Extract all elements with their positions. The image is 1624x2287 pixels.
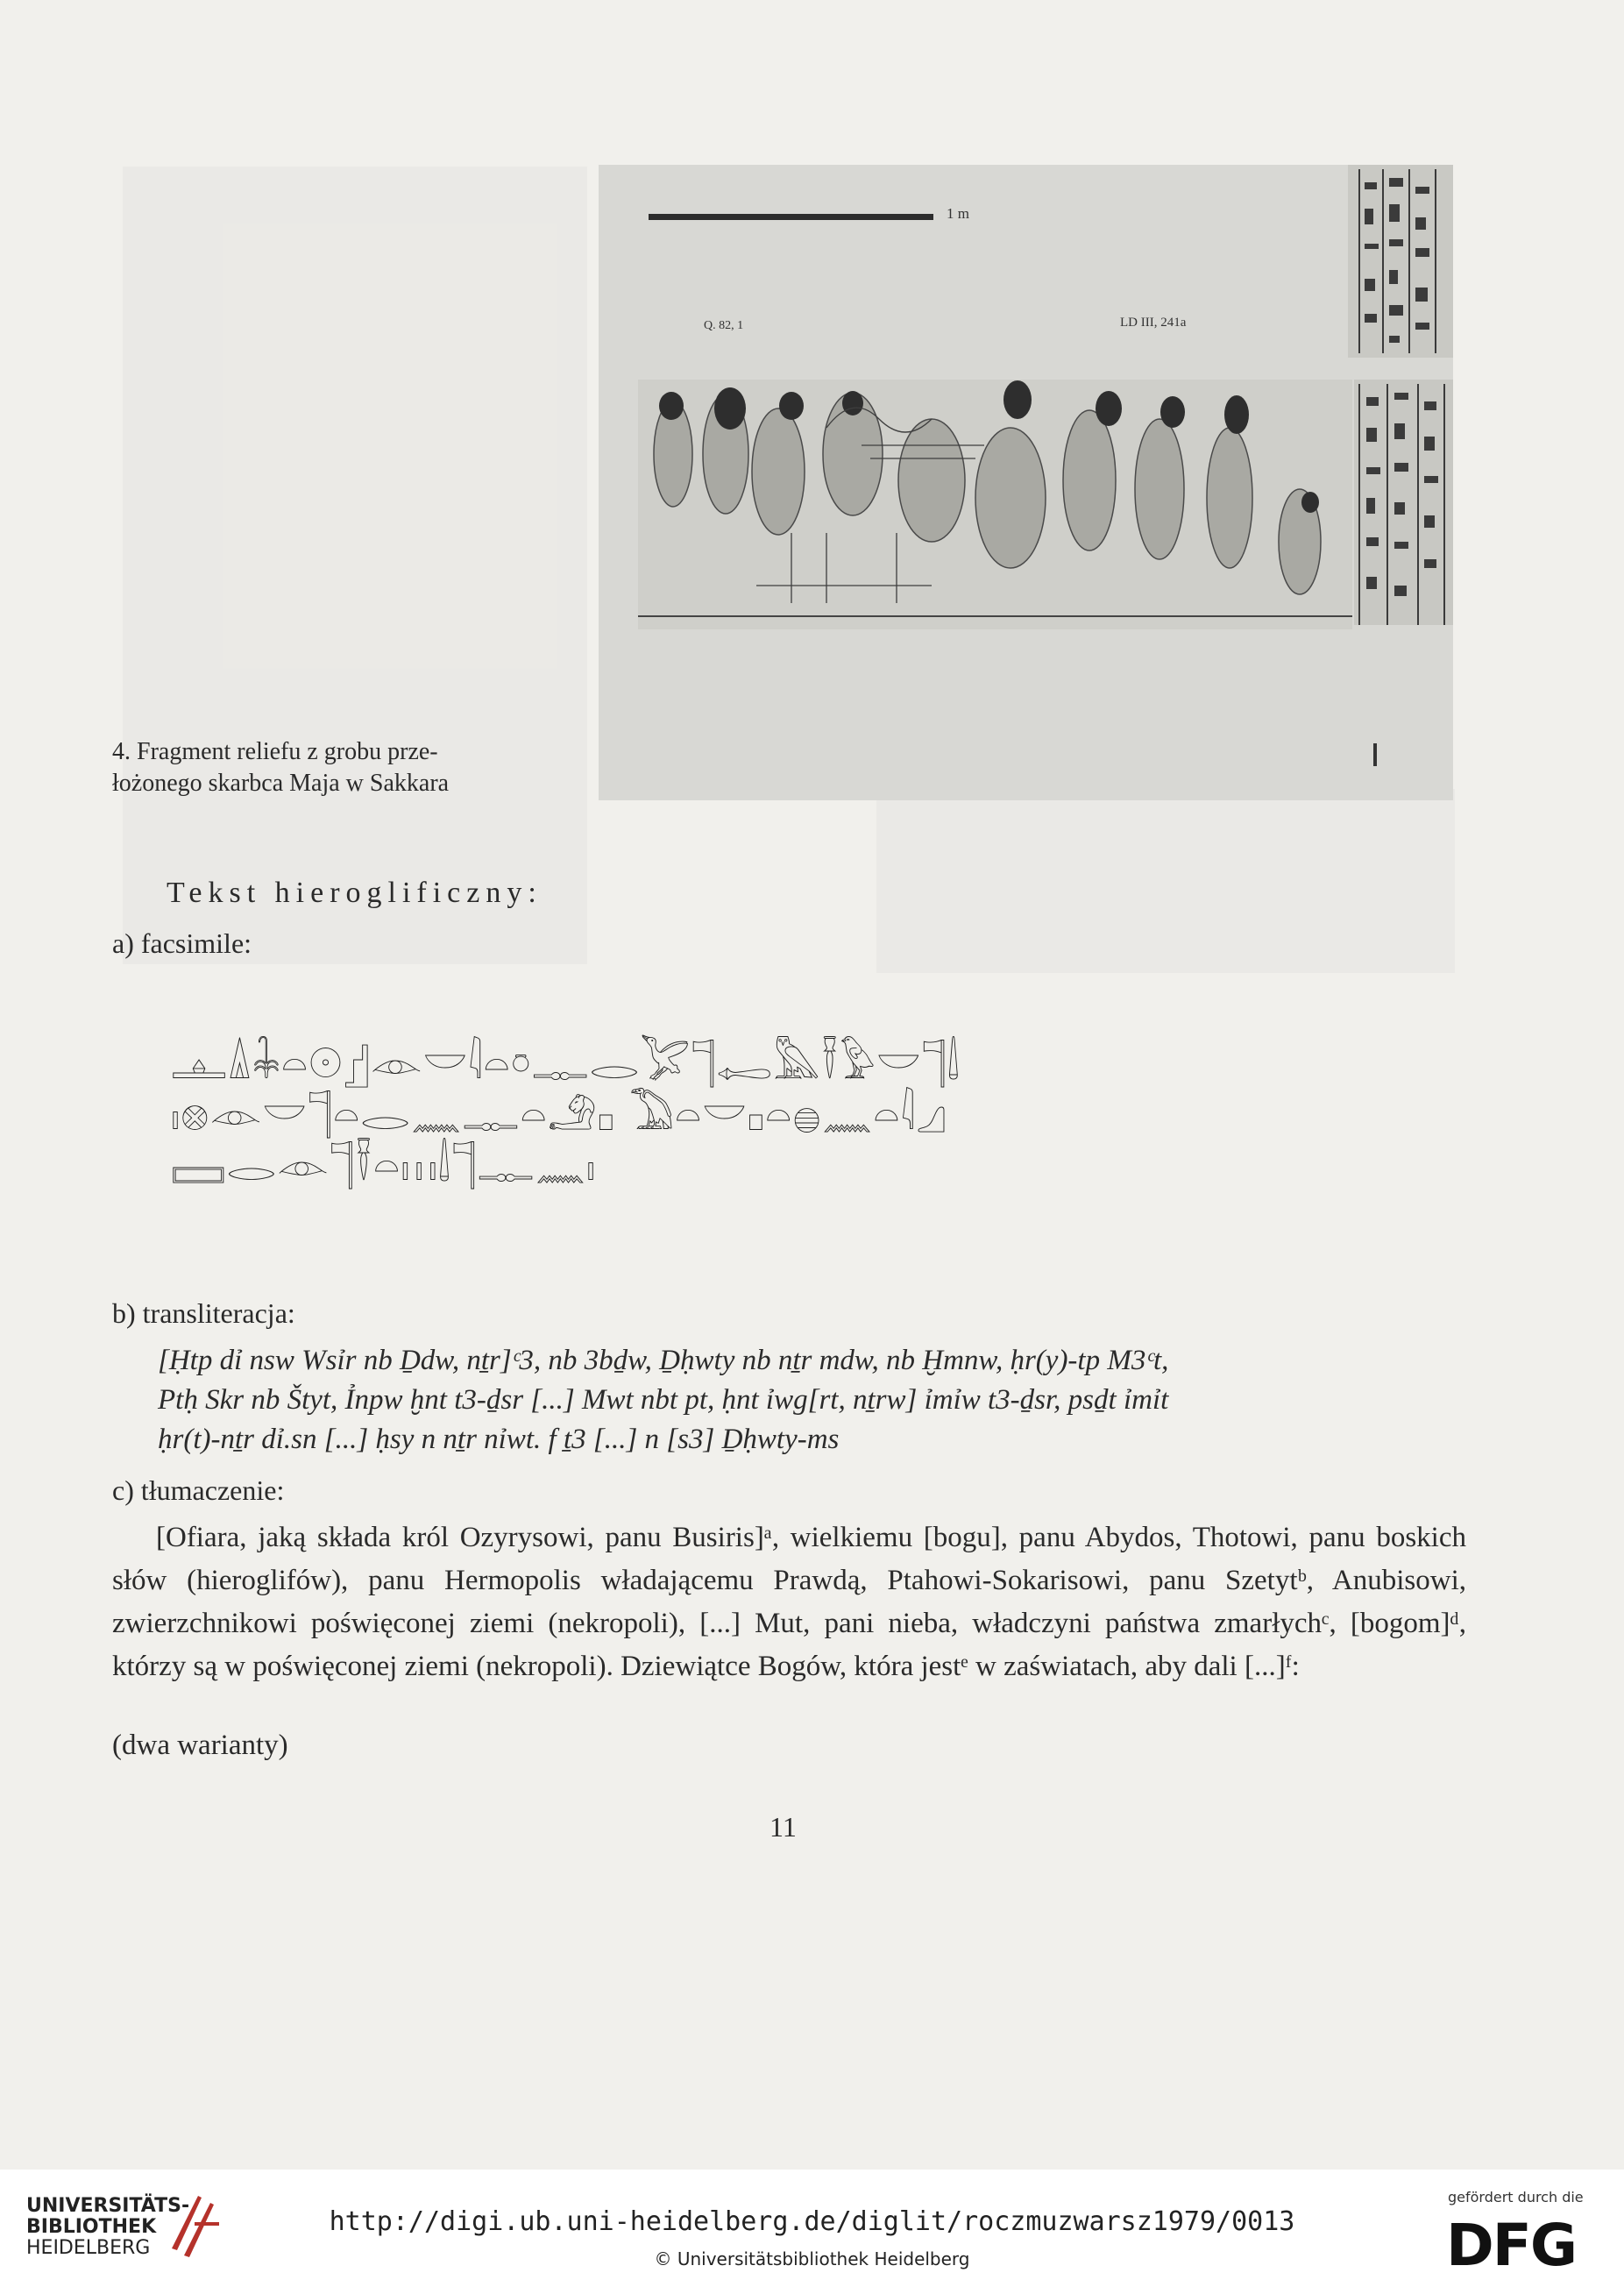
figure-mark xyxy=(1373,743,1377,766)
label-translation: c) tłumaczenie: xyxy=(112,1474,285,1506)
transliteration-line: [Ḥtp dỉ nsw Wsỉr nb Ḏdw, nṯr]ᶜ3, nb 3bḏw, Ḏḥwty nb nṯr mdw, nb Ḫmnw, ḥr(y)-tp M3ᶜt, xyxy=(158,1345,1169,1376)
facsimile-line: 𓈙𓂋𓁹𓊹𓍋𓏏𓏥𓌃𓊹𓊃𓈖𓏤 xyxy=(171,1141,597,1190)
logo-line: HEIDELBERG xyxy=(26,2237,151,2259)
logo-line: BIBLIOTHEK xyxy=(26,2216,157,2238)
facsimile-line: 𓏤𓊖𓁹𓎟𓊹𓏏𓂋𓈖𓊃𓏏𓄂𓊪 𓅐𓏏𓎟𓊪𓏏𓐍𓈖𓏏𓇋𓈎 xyxy=(171,1090,947,1140)
caption-line: łożonego skarbca Maja w Sakkara xyxy=(112,770,450,797)
transliteration-line: Ptḥ Skr nb Štyt, Ỉnpw ḫnt t3-ḏsr [...] Mwt nbt pt, ḥnt ỉwg[rt, nṯrw] ỉmỉw t3-ḏsr, psḏt ỉmỉt xyxy=(158,1384,1169,1416)
translation-paragraph: [Ofiara, jaką składa król Ozyrysowi, panu Busiris]ᵃ, wielkiemu [bogu], panu Abydos, Thotowi, panu boskich słów (hieroglifów), panu Hermopolis władającemu Prawdą, Ptahowi-Sokarisowi, panu Szetytᵇ, Anubisowi, zwierzchnikowi poświęconej ziemi (nekropoli), [...] Mut, pani nieba, władczyni państwa zmarłychᶜ, [bogom]ᵈ, którzy są w poświęconej ziemi (nekropoli). Dziewiątce Bogów, która jestᵉ w zaświatach, aby dali [...]ᶠ: xyxy=(112,1522,1466,1682)
label-transliteration: b) transliteracja: xyxy=(112,1297,295,1329)
transliteration-block xyxy=(158,1341,1464,1460)
permalink-url[interactable]: http://digi.ub.uni-heidelberg.de/diglit/roczmuzwarsz1979/0013 xyxy=(329,2206,1295,2237)
dfg-logo[interactable]: DFG xyxy=(1446,2212,1577,2279)
label-facsimile: a) facsimile: xyxy=(112,927,252,959)
translation-note: (dwa warianty) xyxy=(112,1729,288,1761)
relief-drawing xyxy=(599,165,1453,800)
transliteration-line: ḥr(t)-nṯr dỉ.sn [...] ḥsy n nṯr nỉwt. f ṯ3 [...] n [s3] Ḏḥwty-ms xyxy=(158,1424,840,1455)
copyright-notice: © Universitätsbibliothek Heidelberg xyxy=(654,2248,970,2269)
relief-photograph xyxy=(599,165,1453,800)
page-number: 11 xyxy=(769,1811,797,1843)
figure-caption xyxy=(112,736,449,799)
caption-line: 4. Fragment reliefu z grobu prze- xyxy=(112,738,438,765)
bleed-through-shadow xyxy=(876,789,1455,973)
digitization-footer xyxy=(0,2170,1624,2287)
figure-reference-right: LD III, 241a xyxy=(1120,316,1187,330)
scale-bar xyxy=(649,214,933,220)
section-heading: Tekst hieroglificzny: xyxy=(167,877,543,909)
scale-label: 1 m xyxy=(947,205,969,222)
translation-block xyxy=(112,1516,1466,1688)
facsimile-line: 𓊵𓏙𓇓𓏏𓇳𓊨𓁹𓎟𓇋𓏏𓏌𓊃𓂋𓅯𓊹𓉻𓅓𓍋𓅱𓎟𓊹𓌃 xyxy=(171,1040,961,1089)
logo-line: UNIVERSITÄTS- xyxy=(26,2195,190,2217)
hieroglyphic-facsimile xyxy=(171,1039,961,1191)
bleed-through-shadow xyxy=(123,167,587,964)
funding-note: gefördert durch die xyxy=(1448,2189,1584,2205)
figure-reference-left: Q. 82, 1 xyxy=(704,319,744,332)
